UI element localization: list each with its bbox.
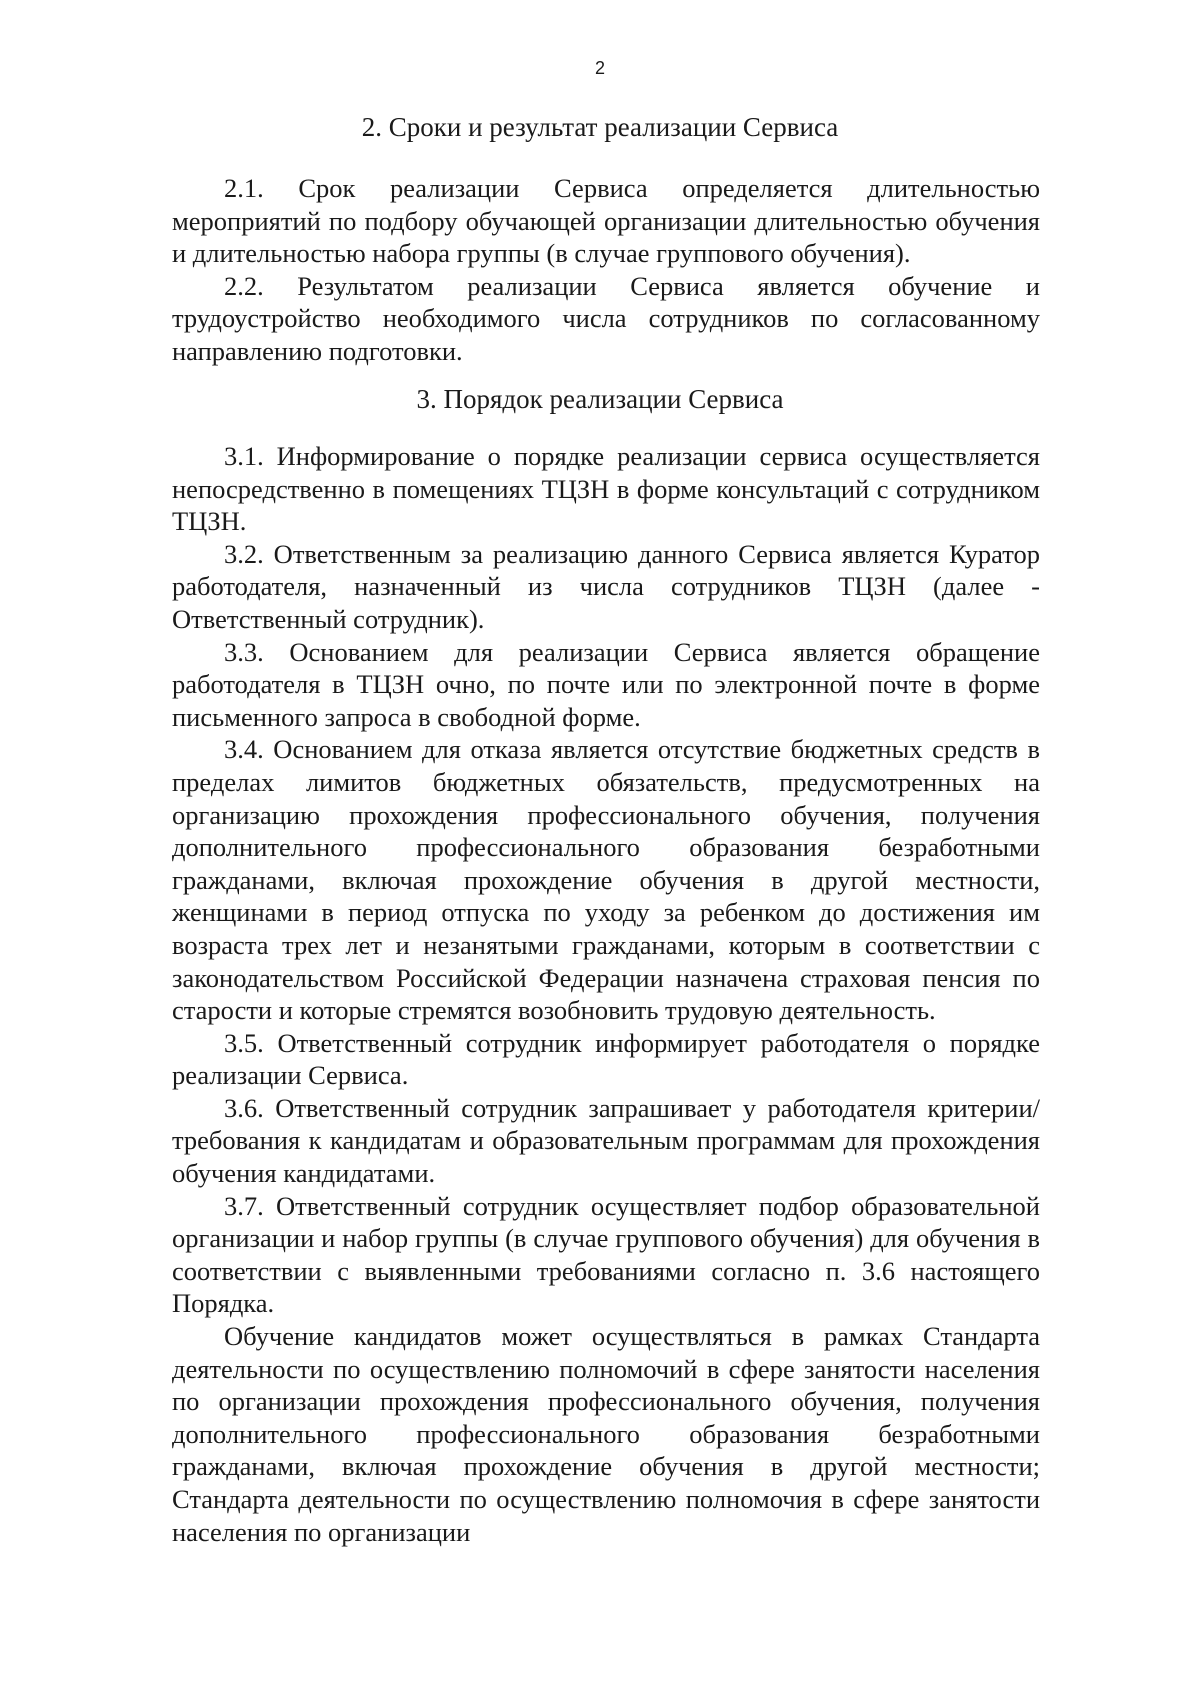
paragraph-3-2: 3.2. Ответственным за реализацию данного Сервиса является Куратор работодателя, назначенный из числа сотрудников ТЦЗН (далее - Ответственный сотрудник). — [172, 538, 1040, 634]
section-heading-2: 2. Сроки и результат реализации Сервиса — [361, 112, 839, 142]
paragraph-2-1: 2.1. Срок реализации Сервиса определяется длительностью мероприятий по подбору обучающей организации длительностью обучения и длительностью набора группы (в случае группового обучения). — [172, 173, 1040, 269]
paragraph-training-note: Обучение кандидатов может осуществляться в рамках Стандарта деятельности по осуществлению полномочий в сфере занятости населения по организации прохождения профессионального обучения, получения дополнительного профессионального образования безработными гражданами, включая прохождение обучения в другой местности; Стандарта деятельности по осуществлению полномочия в сфере занятости населения по организации — [172, 1321, 1040, 1547]
paragraph-2-2: 2.2. Результатом реализации Сервиса является обучение и трудоустройство необходимого числа сотрудников по согласованному направлению подготовки. — [172, 270, 1040, 366]
section-heading-3: 3. Порядок реализации Сервиса — [416, 384, 784, 414]
paragraph-3-4: 3.4. Основанием для отказа является отсутствие бюджетных средств в пределах лимитов бюджетных обязательств, предусмотренных на организацию прохождения профессионального обучения, получения дополнительного профессионального образования безработными гражданами, включая прохождение обучения в другой местности, женщинами в период отпуска по уходу за ребенком до достижения им возраста трех лет и незанятыми гражданами, которым в соответствии с законодательством Российской Федерации назначена страховая пенсия по старости и которые стремятся возобновить трудовую деятельность. — [172, 734, 1040, 1026]
paragraph-3-1: 3.1. Информирование о порядке реализации сервиса осуществляется непосредственно в помещениях ТЦЗН в форме консультаций с сотрудником ТЦЗН. — [172, 441, 1040, 537]
paragraph-3-6: 3.6. Ответственный сотрудник запрашивает у работодателя критерии/требования к кандидатам и образовательным программам для прохождения обучения кандидатами. — [172, 1092, 1040, 1189]
page-number: 2 — [594, 58, 605, 78]
section-3-body — [172, 440, 1040, 1548]
paragraph-3-5: 3.5. Ответственный сотрудник информирует работодателя о порядке реализации Сервиса. — [172, 1027, 1040, 1091]
paragraph-3-7: 3.7. Ответственный сотрудник осуществляет подбор образовательной организации и набор группы (в случае группового обучения) для обучения в соответствии с выявленными требованиями согласно п. 3.6 настоящего Порядка. — [172, 1190, 1040, 1319]
section-2-body — [172, 172, 1040, 368]
paragraph-3-3: 3.3. Основанием для реализации Сервиса является обращение работодателя в ТЦЗН очно, по почте или по электронной почте в форме письменного запроса в свободной форме. — [172, 636, 1040, 732]
